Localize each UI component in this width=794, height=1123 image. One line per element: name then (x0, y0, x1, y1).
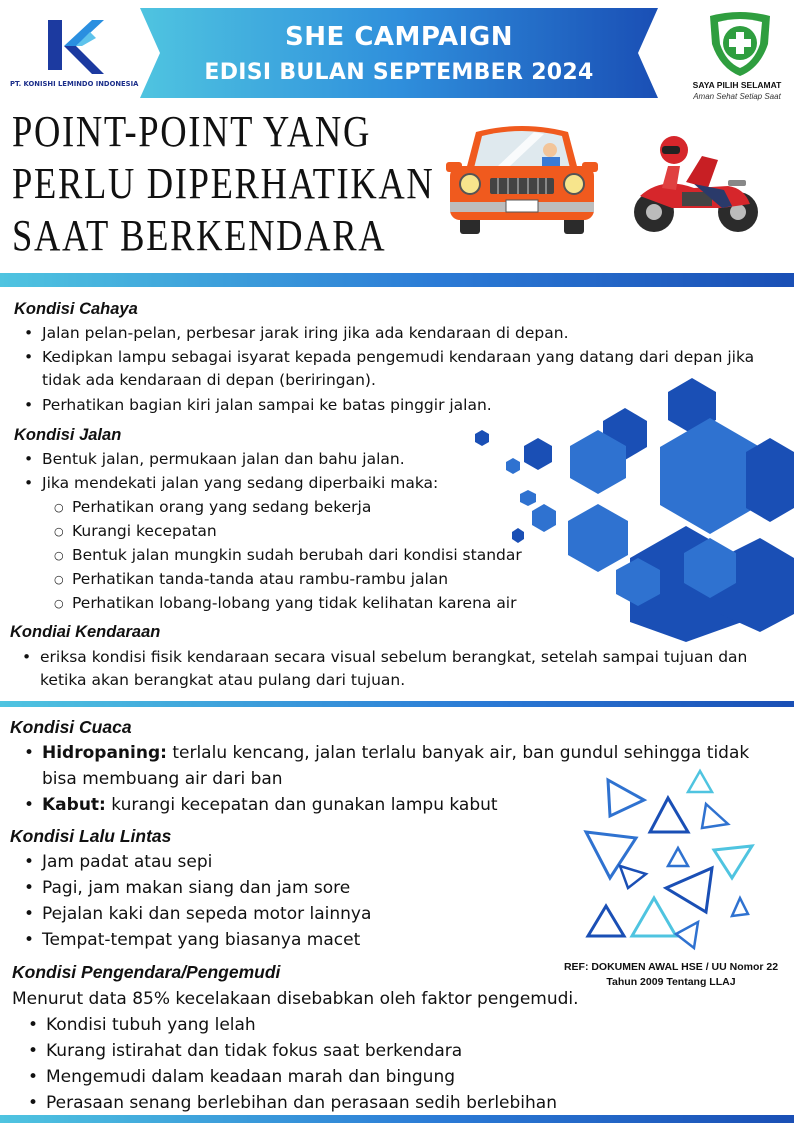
motorcycle-icon (632, 126, 760, 236)
list-item-kabut (42, 792, 762, 818)
list-item: • Perhatikan bagian kiri jalan sampai ke batas pinggir jalan. (42, 394, 762, 417)
list-item: • Kurang istirahat dan tidak fokus saat berkendara (46, 1038, 646, 1064)
sub-list-item: ○ Bentuk jalan mungkin sudah berubah dari kondisi standar (72, 544, 552, 567)
sub-list-item: ○ Perhatikan lobang-lobang yang tidak kelihatan karena air (72, 592, 552, 615)
list-item: • Pagi, jam makan siang dan jam sore (42, 875, 542, 901)
shield-cross-icon (698, 10, 782, 80)
footer-bar (0, 1115, 794, 1123)
section-divider (0, 701, 794, 707)
section-intro: Menurut data 85% kecelakaan disebabkan oleh faktor pengemudi. (12, 989, 579, 1009)
section-heading-jalan: Kondisi Jalan (14, 426, 122, 444)
section-heading-pengendara: Kondisi Pengendara/Pengemudi (12, 962, 281, 982)
section-heading-cahaya: Kondisi Cahaya (14, 300, 138, 318)
list-item-hidroplaning (42, 740, 762, 792)
section-bar (0, 273, 794, 287)
section-heading-cuaca: Kondisi Cuaca (10, 717, 132, 737)
page-title (12, 106, 435, 262)
term: Hidropaning: (42, 743, 167, 763)
banner-title: SHE CAMPAIGN (285, 22, 513, 52)
list-item: • Tempat-tempat yang biasanya macet (42, 927, 542, 953)
reference-line: REF: DOKUMEN AWAL HSE / UU Nomor 22 (563, 961, 779, 973)
list-item: • Mengemudi dalam keadaan marah dan bingung (46, 1064, 646, 1090)
term-description: kurangi kecepatan dan gunakan lampu kabut (105, 795, 498, 815)
safety-logo-tagline: Aman Sehat Setiap Saat (693, 92, 781, 101)
list-item: • Pejalan kaki dan sepeda motor lainnya (42, 901, 542, 927)
section-heading-kendaraan: Kondiai Kendaraan (10, 623, 161, 641)
banner-subtitle: EDISI BULAN SEPTEMBER 2024 (204, 60, 594, 85)
car-icon (446, 118, 598, 236)
title-line: POINT-POINT YANG (12, 107, 371, 156)
list-item: • Jam padat atau sepi (42, 849, 542, 875)
term-description: terlalu kencang, jalan terlalu banyak air, ban gundul sehingga tidak bisa membuang air dari ban (42, 743, 750, 789)
list-item: • eriksa kondisi fisik kendaraan secara visual sebelum berangkat, setelah sampai tujuan dan ketika akan berangkat atau pulang dari tujuan. (40, 646, 780, 692)
list-item: • Jalan pelan-pelan, perbesar jarak iring jika ada kendaraan di depan. (42, 322, 762, 345)
sub-list-item: ○ Perhatikan orang yang sedang bekerja (72, 496, 552, 519)
section-heading-lalulintas: Kondisi Lalu Lintas (10, 826, 172, 846)
sub-list-item: ○ Kurangi kecepatan (72, 520, 552, 543)
company-logo (10, 18, 140, 92)
company-logo-icon (46, 18, 106, 76)
list-item: • Kondisi tubuh yang lelah (46, 1012, 646, 1038)
list-item: • Perasaan senang berlebihan dan perasaan sedih berlebihan (46, 1090, 646, 1116)
safety-logo (690, 10, 790, 110)
campaign-banner (140, 8, 658, 98)
list-item: • Bentuk jalan, permukaan jalan dan bahu jalan. (42, 448, 542, 471)
title-line: PERLU DIPERHATIKAN (12, 159, 435, 208)
list-item: • Jika mendekati jalan yang sedang diperbaiki maka: (42, 472, 542, 495)
company-name: PT. KONISHI LEMINDO INDONESIA (10, 80, 139, 88)
reference-line: Tahun 2009 Tentang LLAJ (606, 976, 736, 988)
safety-logo-title: SAYA PILIH SELAMAT (692, 80, 782, 90)
list-item: • Kedipkan lampu sebagai isyarat kepada pengemudi kendaraan yang datang dari depan jika tidak ada kendaraan di depan (beriringan). (42, 346, 782, 392)
term: Kabut: (42, 795, 106, 815)
sub-list-item: ○ Perhatikan tanda-tanda atau rambu-rambu jalan (72, 568, 552, 591)
title-line: SAAT BERKENDARA (12, 211, 387, 260)
